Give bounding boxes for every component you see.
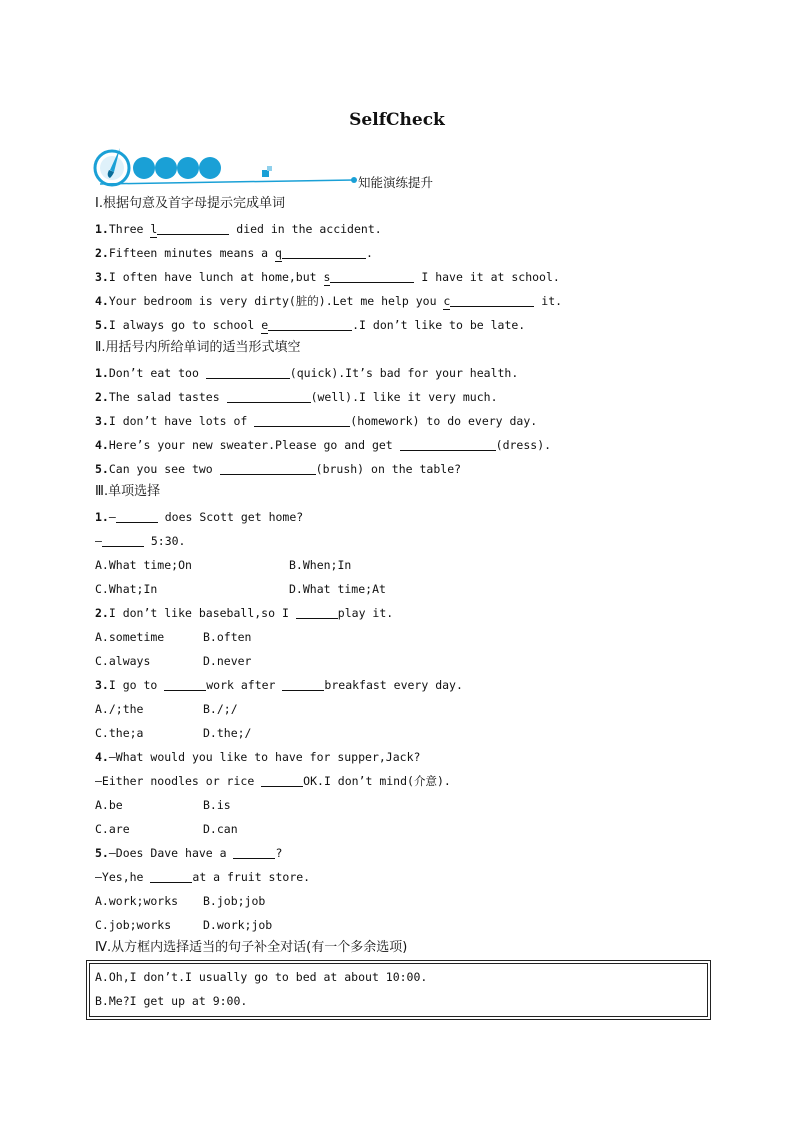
mc-q2-option-a: A.sometime (95, 630, 165, 644)
part2-item-5: 5.Can you see two (brush) on the table? (95, 462, 462, 476)
brush-logo-icon (95, 148, 129, 185)
mc-q2-line-1: 2.I don’t like baseball,so I play it. (95, 606, 394, 620)
part2-item-4: 4.Here’s your new sweater.Please go and get (dress). (95, 438, 552, 452)
mc-q2-option-d: D.never (203, 654, 252, 668)
section-1-heading: Ⅰ.根据句意及首字母提示完成单词 (95, 196, 285, 211)
part1-item-2: 2.Fifteen minutes means a q . (95, 246, 373, 260)
mc-q4-option-c: C.are (95, 822, 130, 836)
mc-q4-line-2: —Either noodles or rice OK.I don’t mind(介意). (95, 774, 451, 788)
mc-q1-option-d: D.What time;At (289, 582, 386, 596)
section-3-heading: Ⅲ.单项选择 (95, 484, 161, 499)
page-title: SelfCheck (349, 110, 445, 130)
mc-q5-line-2: —Yes,he at a fruit store. (95, 870, 311, 884)
part1-item-1: 1.Three l died in the accident. (95, 222, 382, 236)
part1-item-4: 4.Your bedroom is very dirty(脏的).Let me help you c it. (95, 294, 563, 308)
section-4-heading: Ⅳ.从方框内选择适当的句子补全对话(有一个多余选项) (95, 940, 408, 955)
mc-q4-option-b: B.is (203, 798, 231, 812)
mc-q5-option-d: D.work;job (203, 918, 273, 932)
banner-label: 知能演练提升 (358, 175, 434, 190)
section-2-heading: Ⅱ.用括号内所给单词的适当形式填空 (95, 340, 301, 355)
mc-q1-line-2: — 5:30. (95, 534, 186, 548)
part1-item-3: 3.I often have lunch at home,but s I have it at school. (95, 270, 560, 284)
mc-q1-option-a: A.What time;On (95, 558, 192, 572)
squares-decoration-icon (262, 166, 272, 177)
mc-q1-line-1: 1.— does Scott get home? (95, 510, 304, 524)
mc-q5-line-1: 5.—Does Dave have a ? (95, 846, 283, 860)
mc-q5-option-a: A.work;works (95, 894, 179, 908)
part2-item-1: 1.Don’t eat too (quick).It’s bad for your health. (95, 366, 519, 380)
box-option-a: A.Oh,I don’t.I usually go to bed at about 10:00. (95, 970, 428, 984)
mc-q2-option-c: C.always (95, 654, 151, 668)
mc-q5-option-c: C.job;works (95, 918, 172, 932)
box-option-b: B.Me?I get up at 9:00. (95, 994, 248, 1008)
mc-q3-line-1: 3.I go to work after breakfast every day. (95, 678, 463, 692)
mc-q3-option-c: C.the;a (95, 726, 144, 740)
mc-q3-option-a: A./;the (95, 702, 144, 716)
part2-item-3: 3.I don’t have lots of (homework) to do every day. (95, 414, 538, 428)
mc-q5-option-b: B.job;job (203, 894, 266, 908)
mc-q4-option-a: A.be (95, 798, 123, 812)
mc-q1-option-b: B.When;In (289, 558, 352, 572)
part2-item-2: 2.The salad tastes (well).I like it very much. (95, 390, 498, 404)
mc-q1-option-c: C.What;In (95, 582, 158, 596)
part1-item-5: 5.I always go to school e .I don’t like to be late. (95, 318, 526, 332)
mc-q3-option-b: B./;/ (203, 702, 238, 716)
mc-q4-line-1: 4.—What would you like to have for supper,Jack? (95, 750, 421, 764)
mc-q2-option-b: B.often (203, 630, 252, 644)
mc-q4-option-d: D.can (203, 822, 238, 836)
mc-q3-option-d: D.the;/ (203, 726, 252, 740)
